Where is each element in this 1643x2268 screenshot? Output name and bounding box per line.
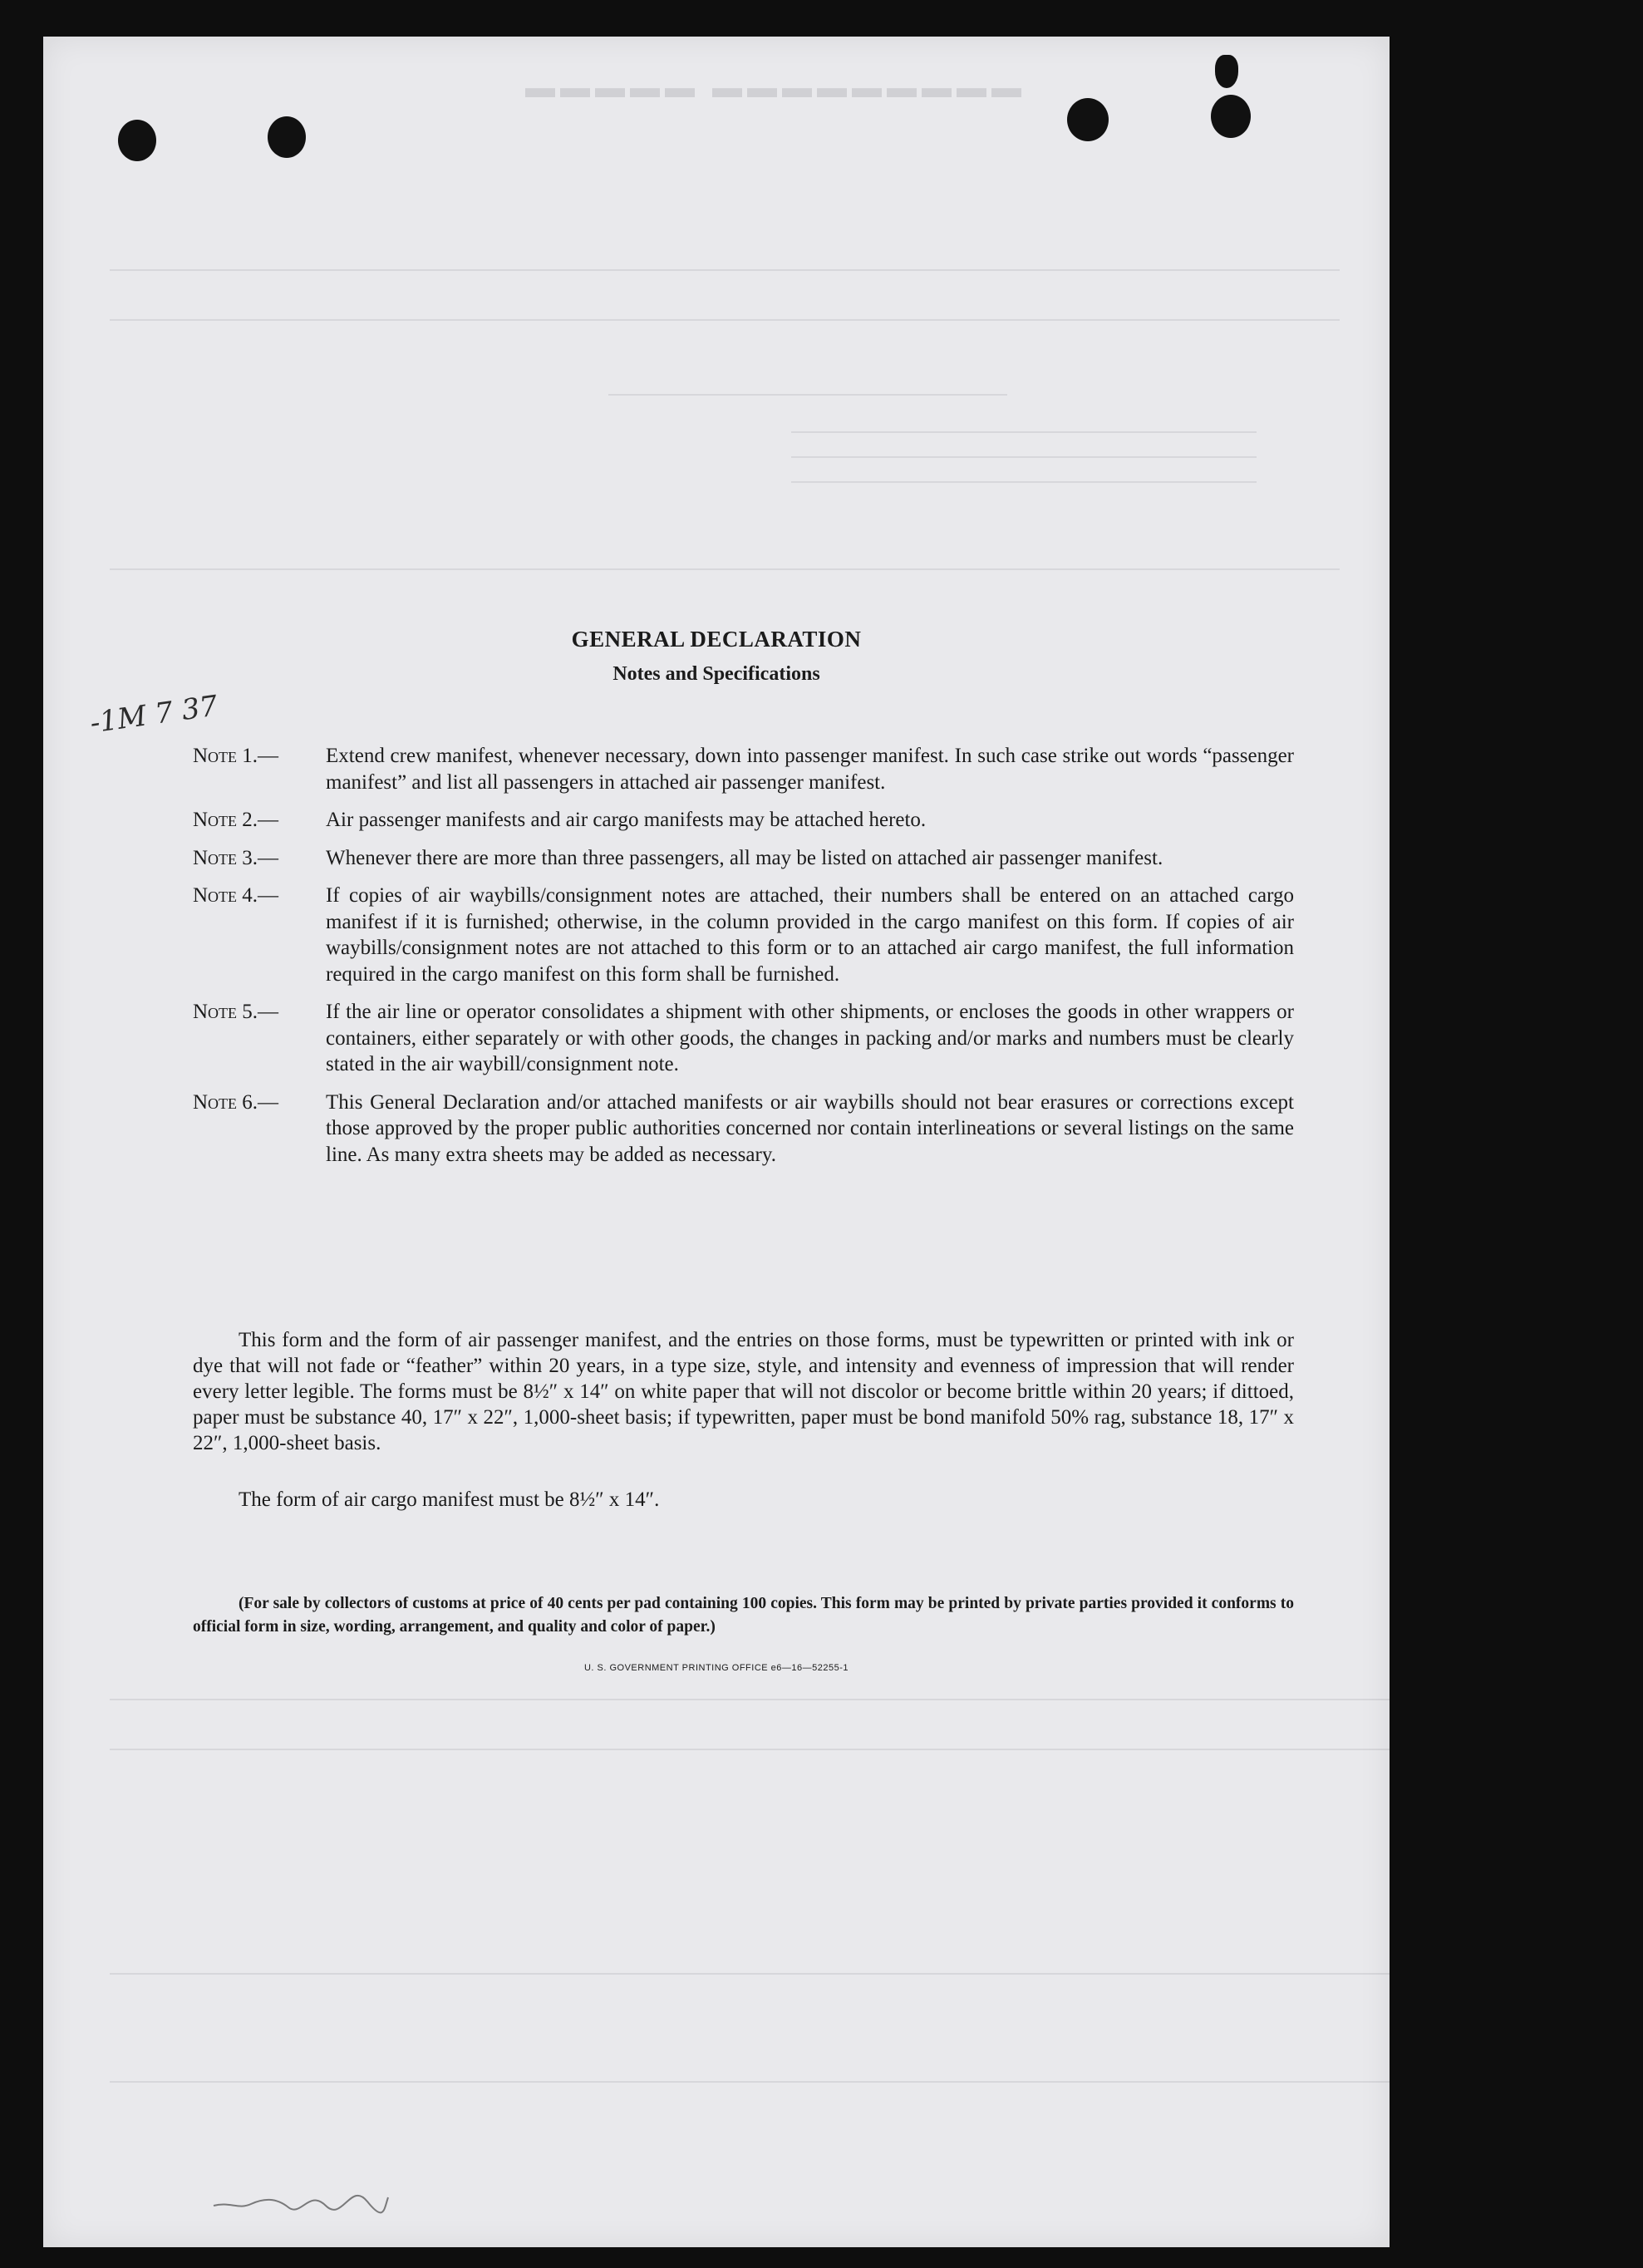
- note-label: Note 5.—: [193, 1001, 279, 1023]
- note-text: Air passenger manifests and air cargo manifests may be attached hereto.: [326, 809, 927, 831]
- note-text: This General Declaration and/or attached manifests or air waybills should not bear erasures or corrections except those approved by the proper public authorities concerned nor contain interlineations or several listings on the same line. As many extra sheets may be added as necessary.: [326, 1090, 1294, 1166]
- punch-hole-left-1: [118, 120, 156, 161]
- ink-mark: [1215, 55, 1238, 88]
- printer-imprint: U. S. GOVERNMENT PRINTING OFFICE e6—16—52255-1: [583, 1663, 849, 1673]
- note-label: Note 4.—: [193, 884, 279, 907]
- punch-hole-right-1: [1067, 98, 1109, 141]
- show-through-line: [110, 1749, 1390, 1750]
- note-label: Note 1.—: [193, 745, 279, 767]
- note-text: If the air line or operator consolidates a shipment with other shipments, or encloses the goods in other wrappers or containers, either separately or with other goods, the changes in packing and/or marks and numbers must be clearly stated in the air waybill/consignment note.: [326, 1001, 1294, 1075]
- note-text: Extend crew manifest, whenever necessary, down into passenger manifest. In such case strike out words “passenger manifest” and list all passengers in attached air passenger manifest.: [326, 745, 1294, 794]
- show-through-line: [791, 431, 1257, 433]
- document-page: [43, 37, 1390, 2247]
- note-label: Note 3.—: [193, 846, 279, 869]
- show-through-line: [110, 568, 1340, 570]
- note-label: Note 6.—: [193, 1090, 279, 1114]
- show-through-line: [791, 456, 1257, 458]
- margin-handwriting: -1M 7 37: [87, 689, 220, 740]
- punch-hole-right-2: [1211, 95, 1251, 138]
- document-subtitle: Notes and Specifications: [612, 663, 820, 685]
- signature-scribble: [209, 2164, 392, 2222]
- show-through-line: [110, 319, 1340, 321]
- notes-list: [193, 743, 1294, 1179]
- show-through-heading: ▬▬▬▬▬ ▬▬▬▬▬▬▬▬▬: [525, 71, 1026, 104]
- punch-hole-left-2: [268, 116, 306, 158]
- note-text: Whenever there are more than three passengers, all may be listed on attached air passenger manifest.: [326, 846, 1163, 869]
- sale-notice: (For sale by collectors of customs at price of 40 cents per pad containing 100 copies. This form may be printed by private parties provided it conforms to official form in size, wording, arrangement, and quality and color of paper.): [193, 1595, 1294, 1636]
- note-item: [193, 1090, 1294, 1168]
- show-through-line: [110, 1973, 1390, 1975]
- show-through-line: [110, 269, 1340, 271]
- note-label: Note 2.—: [193, 809, 279, 831]
- show-through-line: [791, 481, 1257, 483]
- note-item: [193, 807, 1294, 834]
- note-item: [193, 999, 1294, 1078]
- show-through-line: [110, 2081, 1390, 2083]
- document-title: GENERAL DECLARATION: [571, 627, 862, 652]
- form-requirements-paragraph: This form and the form of air passenger manifest, and the entries on those forms, must be typewritten or printed with ink or dye that will not fade or “feather” within 20 years, in a type size, style, and intensity and evenness of impression that will render every letter legible. The forms must be 8½″ x 14″ on white paper that will not discolor or become brittle within 20 years; if dittoed, paper must be substance 40, 17″ x 22″, 1,000-sheet basis; if typewritten, paper must be bond manifold 50% rag, substance 18, 17″ x 22″, 1,000-sheet basis.: [193, 1329, 1294, 1454]
- show-through-line: [608, 394, 1007, 396]
- note-item: [193, 845, 1294, 872]
- note-text: If copies of air waybills/consignment notes are attached, their numbers shall be entered on an attached cargo manifest if it is furnished; otherwise, in the column provided in the cargo manifest on this form. If copies of air waybills/consignment notes are not attached to this form or to an attached air cargo manifest, the full information required in the cargo manifest on this form shall be furnished.: [326, 884, 1294, 986]
- note-item: [193, 743, 1294, 795]
- note-item: [193, 883, 1294, 987]
- cargo-manifest-size-note: The form of air cargo manifest must be 8½″ x 14″.: [239, 1488, 660, 1511]
- show-through-line: [110, 1699, 1390, 1700]
